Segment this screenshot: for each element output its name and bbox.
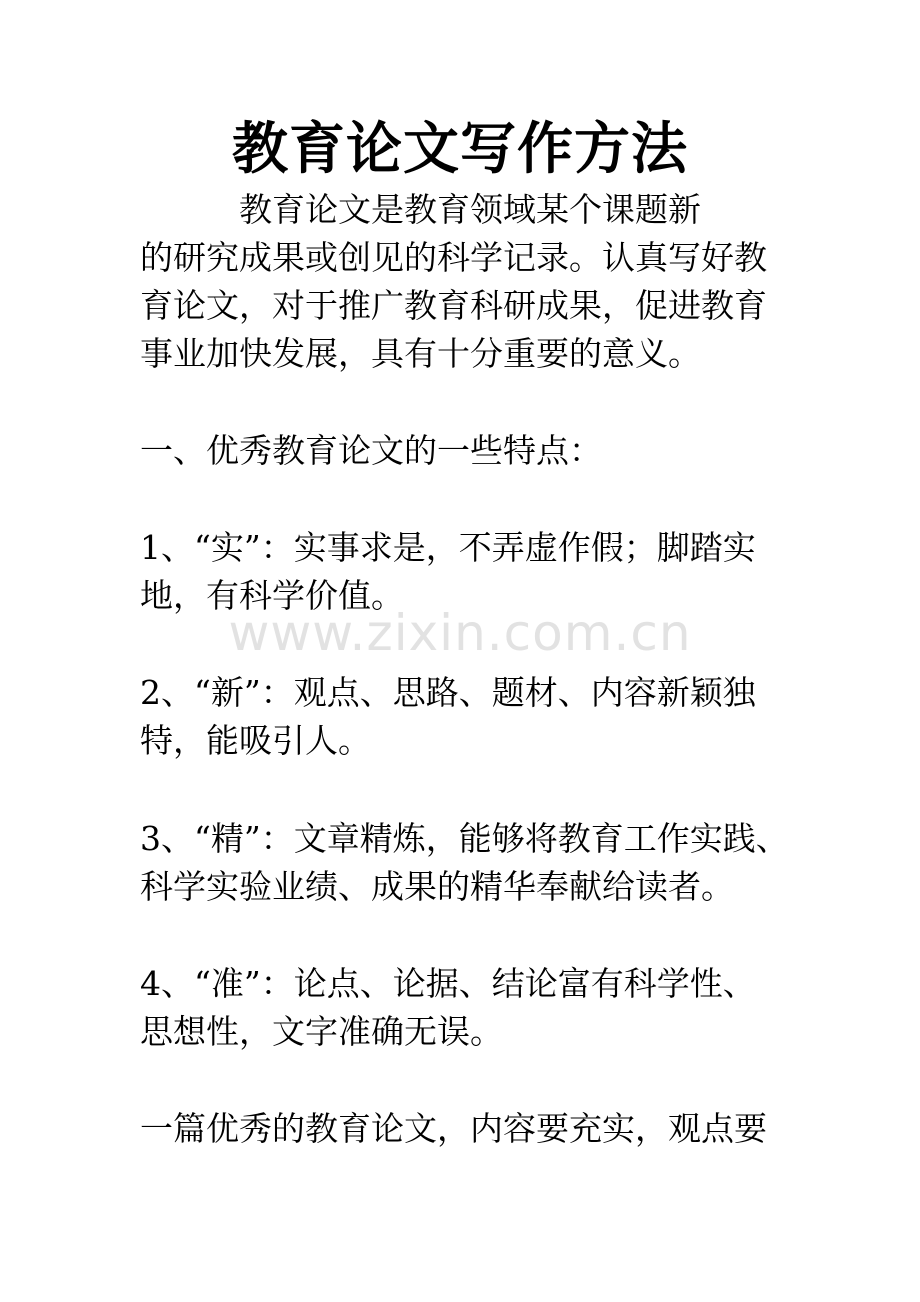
list-item-line: 1、“实”：实事求是，不弄虚作假；脚踏实 — [140, 528, 756, 567]
list-item-line: 科学实验业绩、成果的精华奉献给读者。 — [140, 867, 734, 906]
list-item-line: 特，能吸引人。 — [140, 721, 371, 760]
watermark: www.zixin.com.cn — [228, 604, 692, 662]
paragraph-line: 教育论文是教育领域某个课题新 — [140, 190, 701, 229]
page-title: 教育论文写作方法 — [232, 117, 688, 182]
list-item-line: 3、“精”：文章精炼，能够将教育工作实践、 — [140, 819, 789, 858]
list-item-line: 思想性，文字准确无误。 — [140, 1012, 503, 1051]
list-item-line: 地，有科学价值。 — [140, 576, 404, 615]
paragraph-line: 育论文，对于推广教育科研成果，促进教育 — [140, 286, 767, 325]
section-heading: 一、优秀教育论文的一些特点： — [140, 431, 602, 470]
paragraph-line: 一篇优秀的教育论文，内容要充实，观点要 — [140, 1109, 767, 1148]
list-item-line: 4、“准”：论点、论据、结论富有科学性、 — [140, 964, 756, 1003]
paragraph-line: 事业加快发展，具有十分重要的意义。 — [140, 334, 701, 373]
list-item-line: 2、“新”：观点、思路、题材、内容新颖独 — [140, 673, 756, 712]
paragraph-line: 的研究成果或创见的科学记录。认真写好教 — [140, 238, 767, 277]
